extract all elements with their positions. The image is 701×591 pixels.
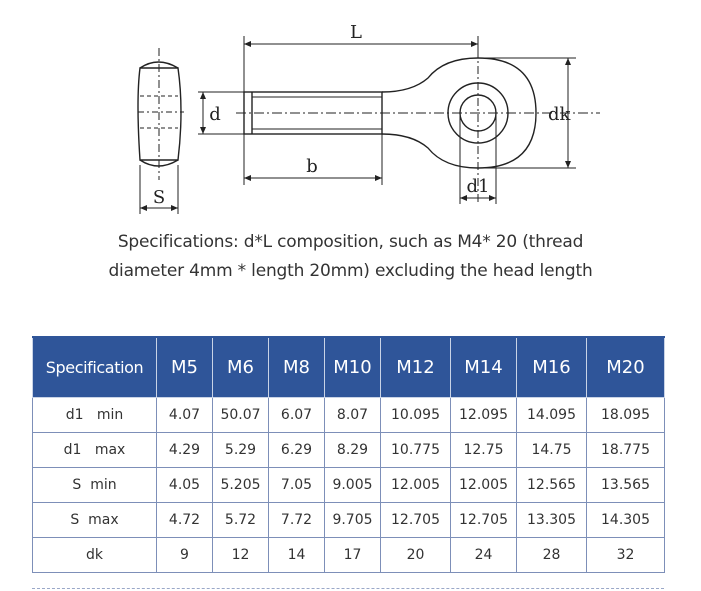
bolt-shank	[236, 92, 600, 134]
label-b: b	[306, 156, 318, 177]
table-cell: 28	[517, 538, 587, 573]
table-cell: 9	[157, 538, 213, 573]
table-cell: 6.07	[269, 398, 325, 433]
label-S: S	[152, 187, 166, 208]
table-cell: 5.72	[213, 503, 269, 538]
table-cell: 8.07	[325, 398, 381, 433]
table-cell: 12.705	[381, 503, 451, 538]
eye-bolt-technical-drawing	[0, 0, 701, 225]
table-cell: 12.095	[451, 398, 517, 433]
table-cell: 12.75	[451, 433, 517, 468]
table-header-row	[33, 337, 665, 398]
table-row	[33, 538, 665, 573]
table-cell: 5.205	[213, 468, 269, 503]
caption-line-2: diameter 4mm * length 20mm) excluding the head length	[108, 261, 593, 281]
table-cell: 24	[451, 538, 517, 573]
table-row	[33, 468, 665, 503]
table-cell: 7.05	[269, 468, 325, 503]
table-cell: 14.095	[517, 398, 587, 433]
table-cell: 50.07	[213, 398, 269, 433]
header-cell: M14	[451, 337, 517, 398]
eye-head	[382, 50, 536, 204]
table-cell: 12.705	[451, 503, 517, 538]
table-cell: 12.565	[517, 468, 587, 503]
table-cell: 4.29	[157, 433, 213, 468]
row-label: d1 min	[33, 398, 157, 433]
label-L: L	[350, 22, 362, 43]
label-dk: dk	[548, 104, 571, 125]
row-label: d1 max	[33, 433, 157, 468]
table-cell: 4.05	[157, 468, 213, 503]
table-cell: 13.305	[517, 503, 587, 538]
table-cell: 20	[381, 538, 451, 573]
header-cell: Specification	[33, 337, 157, 398]
bottom-divider	[32, 588, 664, 589]
table-row	[33, 398, 665, 433]
header-cell: M5	[157, 337, 213, 398]
table-cell: 13.565	[587, 468, 665, 503]
table-cell: 8.29	[325, 433, 381, 468]
header-cell: M8	[269, 337, 325, 398]
table-cell: 4.07	[157, 398, 213, 433]
header-cell: M6	[213, 337, 269, 398]
row-label: dk	[33, 538, 157, 573]
header-cell: M10	[325, 337, 381, 398]
table-cell: 9.005	[325, 468, 381, 503]
specification-table	[32, 336, 665, 573]
table-row	[33, 503, 665, 538]
header-cell: M12	[381, 337, 451, 398]
header-cell: M20	[587, 337, 665, 398]
table-cell: 18.095	[587, 398, 665, 433]
header-cell: M16	[517, 337, 587, 398]
caption-line-1: Specifications: d*L composition, such as M4* 20 (thread	[117, 232, 584, 252]
table-cell: 14.75	[517, 433, 587, 468]
table-cell: 17	[325, 538, 381, 573]
table-cell: 6.29	[269, 433, 325, 468]
table-cell: 14.305	[587, 503, 665, 538]
table-cell: 7.72	[269, 503, 325, 538]
row-label: S min	[33, 468, 157, 503]
table-cell: 12	[213, 538, 269, 573]
table-row	[33, 433, 665, 468]
table-cell: 5.29	[213, 433, 269, 468]
table-cell: 12.005	[381, 468, 451, 503]
label-d: d	[209, 104, 221, 125]
label-d1: d1	[466, 176, 490, 197]
table-cell: 32	[587, 538, 665, 573]
table-cell: 9.705	[325, 503, 381, 538]
table-cell: 10.095	[381, 398, 451, 433]
table-cell: 10.775	[381, 433, 451, 468]
row-label: S max	[33, 503, 157, 538]
table-cell: 12.005	[451, 468, 517, 503]
table-cell: 14	[269, 538, 325, 573]
table-cell: 4.72	[157, 503, 213, 538]
table-cell: 18.775	[587, 433, 665, 468]
L-dimension	[244, 36, 478, 92]
